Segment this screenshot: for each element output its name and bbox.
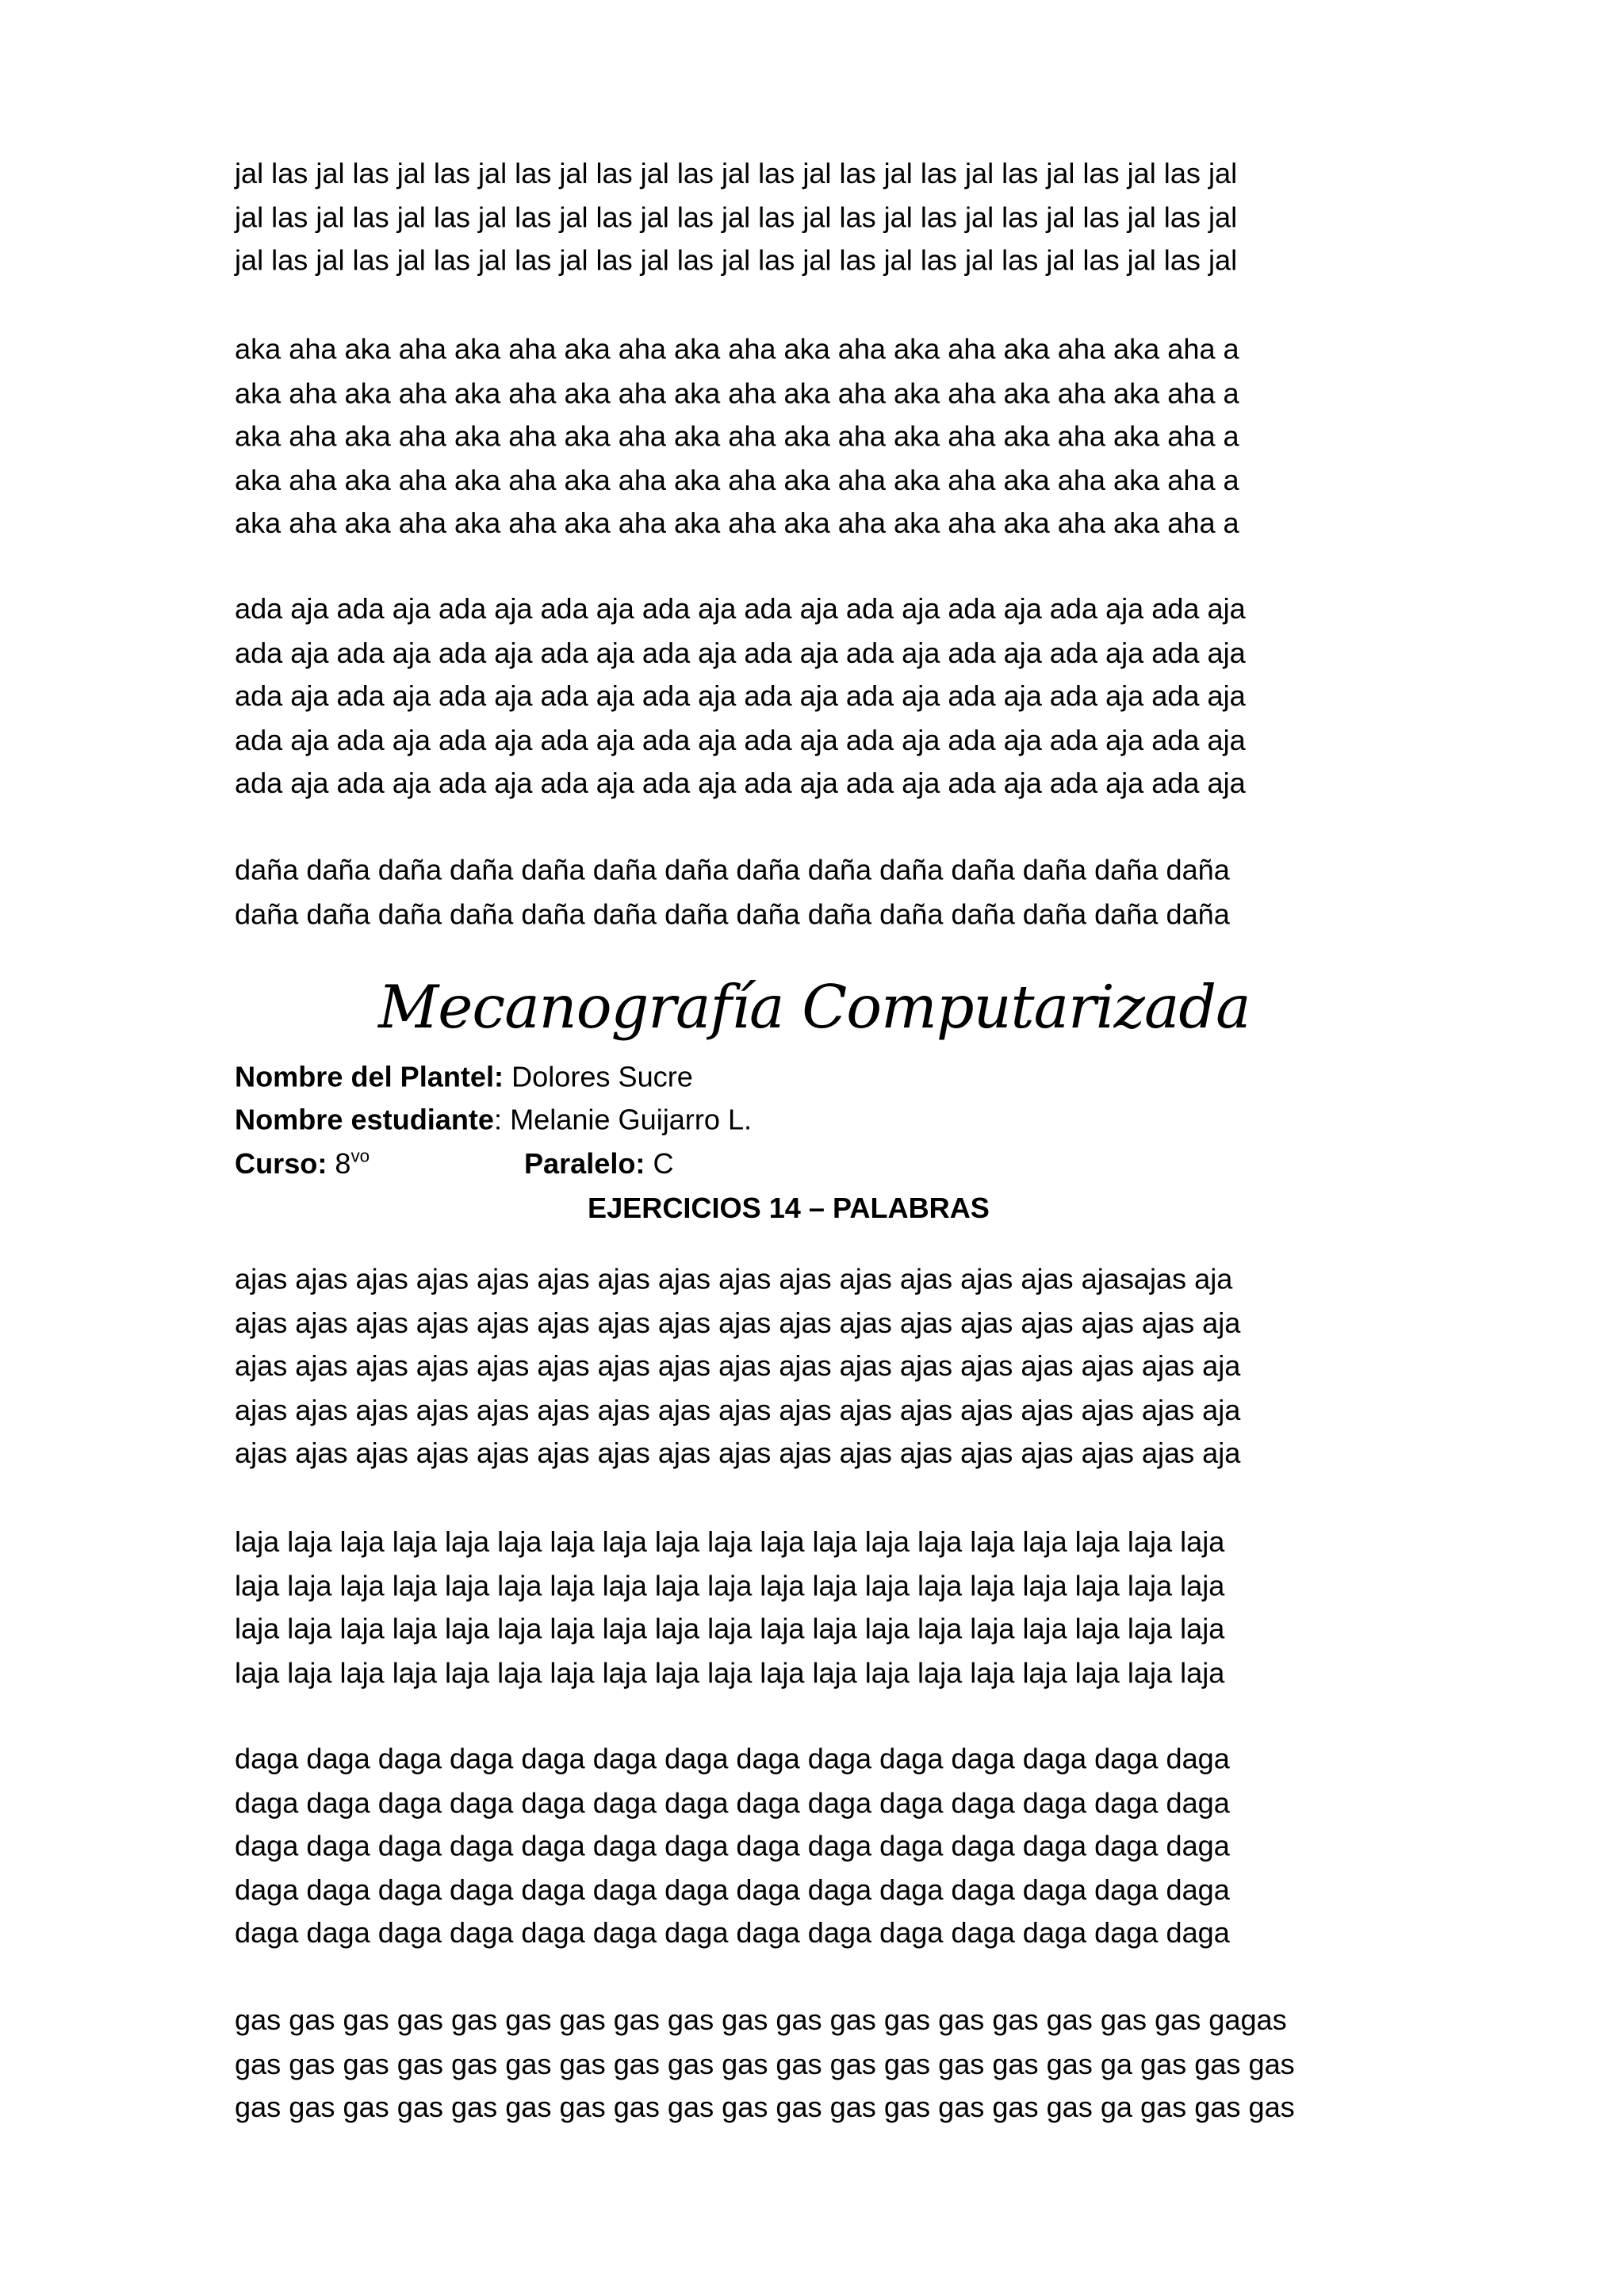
exercise-block-daga: [235, 1739, 1504, 1957]
plantel-value: Dolores Sucre: [504, 1061, 693, 1094]
exercise-block-jal: [235, 154, 1504, 285]
exercise-line: gas gas gas gas gas gas gas gas gas gas gas gas gas gas gas gas gas gas gagas: [235, 2004, 1287, 2038]
exercise-line: ajas ajas ajas ajas ajas ajas ajas ajas ajas ajas ajas ajas ajas ajas ajas ajas aja: [235, 1307, 1241, 1340]
exercise-line: aka aha aka aha aka aha aka aha aka aha aka aha aka aha aka aha aka aha a: [235, 465, 1239, 498]
student-info: [235, 1100, 752, 1143]
exercise-line: jal las jal las jal las jal las jal las jal las jal las jal las jal las jal las jal las jal las jal: [235, 245, 1238, 278]
exercise-block-laja: [235, 1522, 1504, 1697]
paralelo-label: Paralelo:: [523, 1148, 645, 1181]
exercise-line: ada aja ada aja ada aja ada aja ada aja ada aja ada aja ada aja ada aja ada aja: [235, 724, 1246, 757]
document-title: Mecanografía Computarizada: [377, 974, 1251, 1043]
plantel-info: [235, 1057, 693, 1100]
exercise-line: aka aha aka aha aka aha aka aha aka aha aka aha aka aha aka aha aka aha a: [235, 420, 1239, 453]
exercise-line: laja laja laja laja laja laja laja laja laja laja laja laja laja laja laja laja laja laja laja: [235, 1613, 1225, 1647]
exercise-line: ada aja ada aja ada aja ada aja ada aja ada aja ada aja ada aja ada aja ada aja: [235, 637, 1246, 670]
curso-info: [235, 1144, 370, 1188]
exercise-line: ajas ajas ajas ajas ajas ajas ajas ajas ajas ajas ajas ajas ajas ajas ajas ajas aja: [235, 1395, 1241, 1427]
exercise-line: gas gas gas gas gas gas gas gas gas gas gas gas gas gas gas gas ga gas gas gas: [235, 2048, 1295, 2081]
exercise-line: daga daga daga daga daga daga daga daga daga daga daga daga daga daga: [235, 1786, 1230, 1820]
exercise-line: ajas ajas ajas ajas ajas ajas ajas ajas ajas ajas ajas ajas ajas ajas ajasajas aja: [235, 1263, 1233, 1296]
exercise-block-gas: [235, 2000, 1504, 2131]
exercise-block-aka: [235, 329, 1504, 547]
exercise-line: aka aha aka aha aka aha aka aha aka aha aka aha aka aha aka aha aka aha a: [235, 377, 1239, 410]
exercise-line: ada aja ada aja ada aja ada aja ada aja ada aja ada aja ada aja ada aja ada aja: [235, 680, 1246, 714]
plantel-label: Nombre del Plantel:: [235, 1061, 504, 1094]
exercise-line: laja laja laja laja laja laja laja laja laja laja laja laja laja laja laja laja laja laja laja: [235, 1526, 1225, 1559]
exercise-line: ada aja ada aja ada aja ada aja ada aja ada aja ada aja ada aja ada aja ada aja: [235, 593, 1246, 626]
exercise-title: EJERCICIOS 14 – PALABRAS: [588, 1192, 990, 1226]
exercise-line: laja laja laja laja laja laja laja laja laja laja laja laja laja laja laja laja laja laja laja: [235, 1570, 1225, 1603]
exercise-line: daña daña daña daña daña daña daña daña daña daña daña daña daña daña: [235, 898, 1230, 932]
exercise-line: daga daga daga daga daga daga daga daga daga daga daga daga daga daga: [235, 1743, 1230, 1776]
curso-label: Curso:: [235, 1148, 327, 1181]
exercise-line: gas gas gas gas gas gas gas gas gas gas gas gas gas gas gas gas ga gas gas gas: [235, 2091, 1295, 2125]
exercise-line: aka aha aka aha aka aha aka aha aka aha aka aha aka aha aka aha aka aha a: [235, 333, 1239, 366]
exercise-line: daga daga daga daga daga daga daga daga daga daga daga daga daga daga: [235, 1918, 1230, 1951]
exercise-block-dana: [235, 850, 1504, 937]
exercise-line: jal las jal las jal las jal las jal las jal las jal las jal las jal las jal las jal las jal las jal: [235, 201, 1238, 235]
exercise-line: daga daga daga daga daga daga daga daga daga daga daga daga daga daga: [235, 1831, 1230, 1863]
exercise-block-ajas: [235, 1259, 1504, 1477]
paralelo-value: C: [645, 1148, 674, 1181]
student-value: : Melanie Guijarro L.: [494, 1104, 753, 1137]
curso-value: 8: [327, 1148, 351, 1181]
exercise-line: ajas ajas ajas ajas ajas ajas ajas ajas ajas ajas ajas ajas ajas ajas ajas ajas aja: [235, 1438, 1241, 1471]
curso-superscript: vo: [350, 1144, 370, 1165]
exercise-line: ajas ajas ajas ajas ajas ajas ajas ajas ajas ajas ajas ajas ajas ajas ajas ajas aja: [235, 1350, 1241, 1383]
exercise-block-ada: [235, 589, 1504, 807]
exercise-line: ada aja ada aja ada aja ada aja ada aja ada aja ada aja ada aja ada aja ada aja: [235, 767, 1246, 801]
paralelo-info: [524, 1144, 674, 1188]
exercise-line: laja laja laja laja laja laja laja laja laja laja laja laja laja laja laja laja laja laja laja: [235, 1657, 1225, 1690]
exercise-line: daga daga daga daga daga daga daga daga daga daga daga daga daga daga: [235, 1874, 1230, 1908]
exercise-line: daña daña daña daña daña daña daña daña daña daña daña daña daña daña: [235, 854, 1230, 887]
exercise-line: aka aha aka aha aka aha aka aha aka aha aka aha aka aha aka aha aka aha a: [235, 508, 1239, 541]
student-label: Nombre estudiante: [235, 1104, 495, 1137]
exercise-line: jal las jal las jal las jal las jal las jal las jal las jal las jal las jal las jal las jal las jal: [235, 158, 1238, 191]
